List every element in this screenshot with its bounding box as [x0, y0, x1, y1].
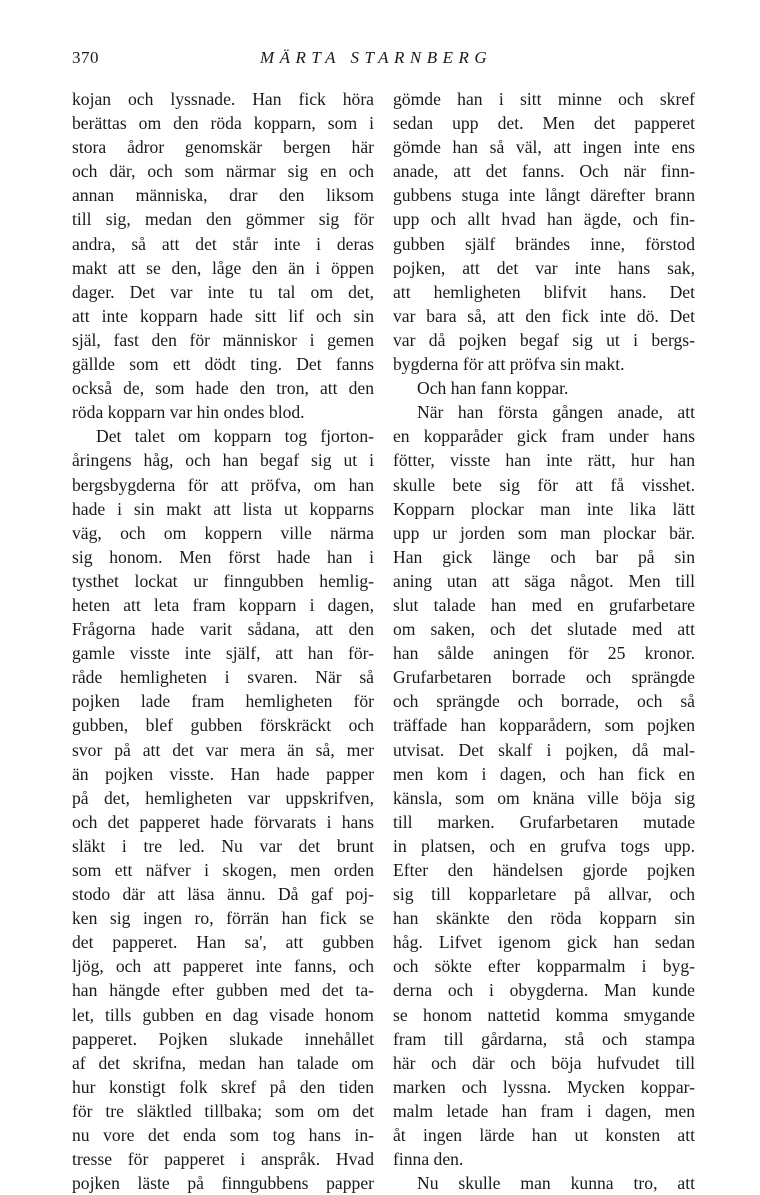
text-line: heten att leta fram kopparn i dagen,: [72, 594, 374, 615]
text-line: sig honom. Men först hade han i: [72, 546, 374, 567]
text-line: ljög, och att papperet inte fanns, och: [72, 956, 374, 977]
text-line: let, tills gubben en dag visade honom: [72, 1004, 374, 1025]
text-line: var då pojken begaf sig ut i bergs-: [393, 329, 695, 350]
text-line: att inte kopparn hade sitt lif och sin: [72, 305, 374, 326]
text-line: han skänkte den röda kopparn sin: [393, 908, 695, 929]
left-text-column: [72, 87, 374, 1195]
text-line: Efter den händelsen gjorde pojken: [393, 860, 695, 880]
text-line: Det talet om kopparn tog fjorton-: [96, 426, 374, 447]
text-line: Och han fann koppar.: [417, 378, 569, 399]
text-line: stora ådror genomskär bergen här: [72, 137, 374, 158]
text-line: här och där och böja hufvudet till: [393, 1052, 695, 1073]
page-number: 370: [72, 48, 99, 67]
text-line: marken och lyssna. Mycken koppar-: [393, 1076, 695, 1097]
text-line: pojken läste på finngubbens papper: [72, 1173, 374, 1194]
text-line: om saken, och det slutade med att: [393, 619, 695, 640]
text-line: slut talade han med en grufarbetare: [393, 594, 695, 615]
text-line: att hemligheten blifvit hans. Det: [393, 281, 695, 302]
text-line: nu vore det enda som tog hans in-: [72, 1125, 374, 1146]
text-line: var bara så, att den fick inte dö. Det: [393, 305, 695, 326]
text-line: ken sig ingen ro, förrän han fick se: [72, 908, 374, 929]
text-line: skulle bete sig för att få visshet.: [393, 474, 695, 495]
text-line: pojken lade fram hemligheten för: [72, 691, 374, 712]
text-line: upp ur jorden som man plockar bär.: [393, 522, 695, 543]
text-line: sedan upp det. Men det papperet: [393, 113, 695, 134]
text-line: bergsbygderna för att pröfva, om han: [72, 474, 374, 495]
text-line: bygderna för att pröfva sin makt.: [393, 354, 625, 375]
text-line: gällde som ett dödt ting. Det fanns: [72, 354, 374, 375]
text-line: sig till kopparletare på allvar, och: [393, 884, 695, 905]
text-line: pojken, att det var inte hans sak,: [393, 257, 695, 278]
text-line: När han första gången anade, att: [417, 402, 695, 423]
text-line: han hängde efter gubben med det ta-: [72, 980, 374, 1001]
text-line: papperet. Pojken slukade innehållet: [72, 1028, 374, 1049]
text-line: också de, som hade den tron, att den: [72, 378, 374, 399]
text-line: gamle visste inte själf, att han för-: [72, 643, 374, 664]
text-line: malm letade han fram i dagen, men: [393, 1100, 695, 1121]
text-line: själ, fast den för människor i gemen: [72, 329, 374, 350]
text-line: än pojken visste. Han hade papper: [72, 763, 374, 784]
text-line: anade, att det fanns. Och när finn-: [393, 161, 695, 182]
text-line: gubbens stuga inte långt därefter brann: [393, 185, 695, 206]
text-line: hur konstigt folk skref på den tiden: [72, 1076, 374, 1097]
text-line: tysthet lockat ur finngubben hemlig-: [72, 570, 374, 591]
text-line: och sprängde och borrade, och så: [393, 691, 695, 712]
text-line: andra, så att det står inte i deras: [72, 233, 374, 254]
text-line: Kopparn plockar man inte lika lätt: [393, 498, 695, 519]
text-line: Frågorna hade varit sådana, att den: [72, 619, 374, 640]
text-line: in platsen, och en grufva togs upp.: [393, 835, 695, 856]
text-line: och det papperet hade förvarats i hans: [72, 811, 374, 832]
text-line: aning utan att säga något. Men till: [393, 570, 695, 591]
page-header: [72, 48, 702, 74]
text-line: hade i sin makt att lista ut kopparns: [72, 498, 374, 519]
text-line: det papperet. Han sa', att gubben: [72, 932, 374, 953]
text-line: han sålde aningen för 25 kronor.: [393, 643, 695, 664]
text-line: och sökte efter kopparmalm i byg-: [393, 956, 695, 977]
text-line: stodo där att läsa ännu. Då gaf poj-: [72, 884, 374, 905]
text-line: gubben, blef gubben förskräckt och: [72, 715, 374, 736]
text-line: se honom nattetid komma smygande: [393, 1004, 695, 1025]
text-line: släkt i tre led. Nu var det brunt: [72, 835, 374, 856]
text-line: af det skrifna, medan han talade om: [72, 1052, 374, 1073]
text-line: åt ingen lärde han ut konsten att: [393, 1125, 695, 1146]
text-line: fötter, visste han inte rätt, hur han: [393, 450, 695, 471]
text-line: på det, hemligheten var uppskrifven,: [72, 787, 374, 808]
text-line: väg, och om koppern ville närma: [72, 522, 374, 543]
text-line: gömde han i sitt minne och skref: [393, 89, 695, 109]
text-line: makt att se den, låge den än i öppen: [72, 257, 374, 278]
text-line: för tre släktled tillbaka; som om det: [72, 1100, 374, 1121]
text-line: åringens håg, och han begaf sig ut i: [72, 450, 374, 471]
text-line: håg. Lifvet igenom gick han sedan: [393, 932, 695, 953]
text-line: gubben själf brändes inne, förstod: [393, 233, 695, 254]
text-line: till sig, medan den gömmer sig för: [72, 209, 374, 230]
text-line: till marken. Grufarbetaren mutade: [393, 811, 695, 832]
text-line: röda kopparn var hin ondes blod.: [72, 402, 305, 423]
text-line: svor på att det var mera än så, mer: [72, 739, 374, 760]
running-title: MÄRTA STARNBERG: [260, 48, 493, 67]
text-line: en kopparåder gick fram under hans: [393, 426, 695, 447]
text-line: Grufarbetaren borrade och sprängde: [393, 667, 695, 688]
text-line: känsla, som om knäna ville böja sig: [393, 787, 695, 808]
text-line: Han gick länge och bar på sin: [393, 546, 695, 567]
text-line: gömde han så väl, att ingen inte ens: [393, 137, 695, 158]
text-line: tresse för papperet i anspråk. Hvad: [72, 1149, 374, 1170]
text-line: men kom i dagen, och han fick en: [393, 763, 695, 784]
right-text-column: [393, 87, 695, 1195]
text-line: som ett näfver i skogen, men orden: [72, 860, 374, 880]
text-line: Nu skulle man kunna tro, att: [417, 1173, 695, 1194]
text-line: och där, och som närmar sig en och: [72, 161, 374, 182]
text-line: berättas om den röda kopparn, som i: [72, 113, 374, 134]
text-line: utvisat. Det skalf i pojken, då mal-: [393, 739, 695, 760]
text-line: råde hemligheten i svaren. När så: [72, 667, 374, 688]
text-line: fram till gårdarna, stå och stampa: [393, 1028, 695, 1049]
text-line: annan människa, drar den liksom: [72, 185, 374, 206]
text-line: dager. Det var inte tu tal om det,: [72, 281, 374, 302]
text-line: träffade han kopparådern, som pojken: [393, 715, 695, 736]
text-line: kojan och lyssnade. Han fick höra: [72, 89, 374, 109]
text-line: finna den.: [393, 1149, 464, 1170]
text-line: upp och allt hvad han ägde, och fin-: [393, 209, 695, 230]
text-line: derna och i obygderna. Man kunde: [393, 980, 695, 1001]
